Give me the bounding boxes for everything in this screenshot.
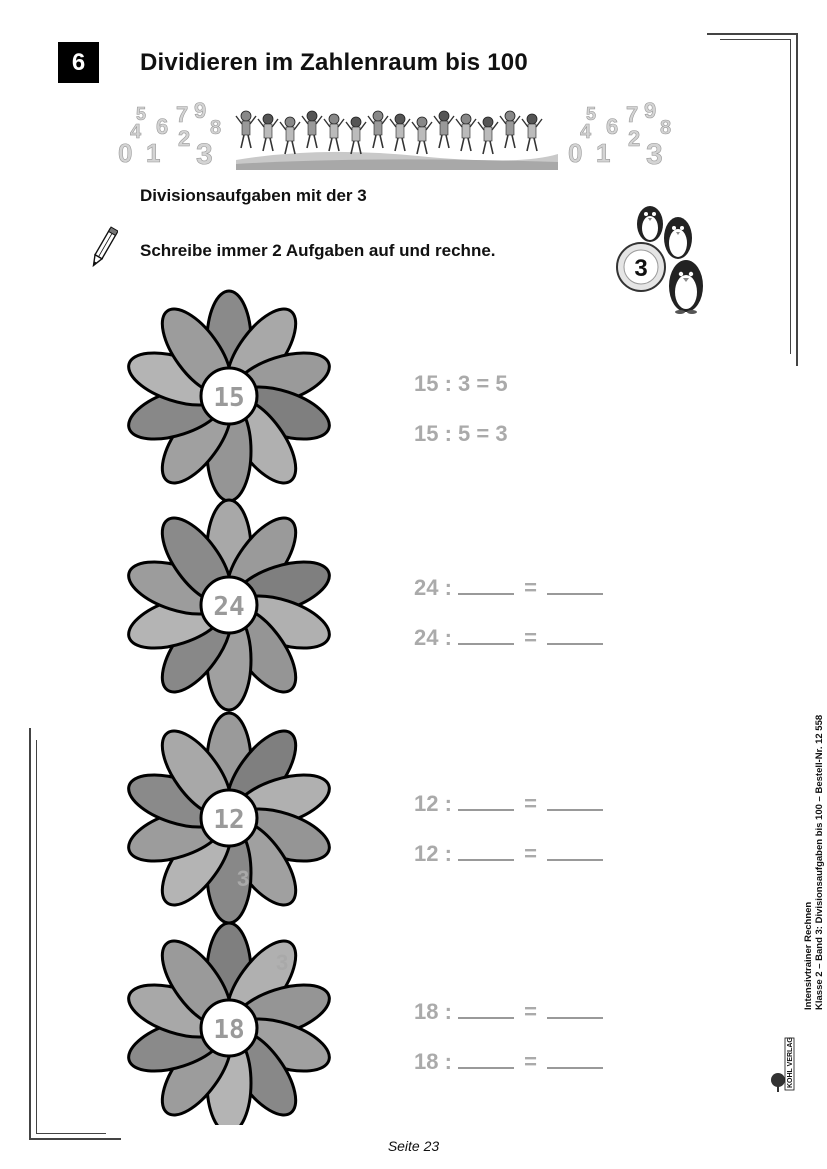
equation-row: [414, 371, 508, 397]
children-figures: [236, 111, 542, 154]
equals-sign: =: [524, 625, 538, 650]
flower: [122, 713, 335, 923]
svg-text:8: 8: [210, 117, 222, 139]
task-number: 6: [71, 48, 86, 76]
equation-dividend: 24 :: [414, 575, 452, 600]
instruction-text: Schreibe immer 2 Aufgaben auf und rechne.: [140, 241, 496, 260]
equation-row: [414, 1049, 603, 1075]
frame-bottom-left-v1: [29, 728, 31, 1140]
banner: [118, 98, 678, 170]
equation-dividend: 12 :: [414, 791, 452, 816]
svg-text:0: 0: [568, 138, 583, 168]
publisher-name: KOHL VERLAG: [787, 1037, 794, 1088]
penguins-illustration: [612, 202, 712, 318]
frame-bottom-left-h2: [36, 1133, 106, 1134]
children-illustration: [236, 152, 558, 170]
svg-text:7: 7: [176, 102, 189, 127]
side-line-details: Klasse 2 – Band 3: Divisionsaufgaben bis 100 – Bestell-Nr. 12 558: [814, 714, 825, 1010]
child-figure: [478, 117, 498, 154]
child-figure: [522, 114, 542, 151]
child-figure: [236, 111, 256, 148]
ghost-digit: 3: [276, 950, 289, 975]
equation-dividend: 24 :: [414, 625, 452, 650]
answer-blank[interactable]: [458, 575, 514, 595]
flower: [122, 291, 335, 501]
equation-dividend: 12 :: [414, 841, 452, 866]
equation-text: 15 : 3 = 5: [414, 371, 508, 396]
frame-top-right-v2: [790, 39, 791, 354]
banner-digits-right: [568, 98, 671, 170]
answer-blank[interactable]: [547, 999, 603, 1019]
child-figure: [500, 111, 520, 148]
svg-text:0: 0: [118, 138, 133, 168]
ghost-digit: 3: [237, 866, 250, 891]
equation-row: [414, 791, 603, 817]
answer-blank[interactable]: [458, 1049, 514, 1069]
tree-icon: [771, 1073, 785, 1092]
answer-blank[interactable]: [458, 791, 514, 811]
answer-blank[interactable]: [458, 999, 514, 1019]
svg-text:5: 5: [136, 104, 147, 124]
svg-text:9: 9: [194, 98, 207, 123]
svg-text:4: 4: [130, 121, 142, 143]
child-figure: [368, 111, 388, 148]
svg-text:4: 4: [580, 121, 592, 143]
svg-text:3: 3: [196, 138, 213, 170]
answer-blank[interactable]: [458, 841, 514, 861]
equation-row: [414, 999, 603, 1025]
publisher-logo: [768, 1030, 798, 1096]
flower-number: 18: [213, 1015, 245, 1045]
flower-number: 24: [213, 592, 245, 622]
equation-row: [414, 841, 603, 867]
frame-bottom-left-v2: [36, 740, 37, 1134]
answer-blank[interactable]: [547, 791, 603, 811]
svg-text:1: 1: [146, 138, 161, 168]
penguin-icon: [669, 260, 703, 314]
equation-row: [414, 625, 603, 651]
equation-text: 15 : 5 = 3: [414, 421, 508, 446]
side-line-series: Intensivtrainer Rechnen: [803, 901, 814, 1010]
pencil-icon: [88, 226, 118, 272]
child-figure: [456, 114, 476, 151]
child-figure: [434, 111, 454, 148]
answer-blank[interactable]: [547, 625, 603, 645]
child-figure: [258, 114, 278, 151]
answer-blank[interactable]: [547, 575, 603, 595]
child-figure: [346, 117, 366, 154]
answer-blank[interactable]: [458, 625, 514, 645]
frame-top-right-h1: [707, 33, 797, 35]
flower-number: 12: [213, 805, 245, 835]
banner-graphic: [118, 98, 678, 170]
child-figure: [280, 117, 300, 154]
frame-top-right-h2: [720, 39, 790, 40]
equation-dividend: 18 :: [414, 1049, 452, 1074]
child-figure: [412, 117, 432, 154]
child-figure: [302, 111, 322, 148]
equals-sign: =: [524, 791, 538, 816]
number-ball: [617, 243, 665, 291]
svg-text:2: 2: [628, 126, 641, 151]
equals-sign: =: [524, 841, 538, 866]
equation-row: [414, 421, 508, 447]
banner-digits-left: [118, 98, 221, 170]
svg-text:6: 6: [156, 114, 169, 139]
answer-blank[interactable]: [547, 1049, 603, 1069]
side-info: [803, 715, 825, 1010]
answer-blank[interactable]: [547, 841, 603, 861]
equals-sign: =: [524, 1049, 538, 1074]
flowers-area: [110, 285, 350, 1125]
svg-text:5: 5: [586, 104, 597, 124]
page-number: Seite 23: [387, 1138, 440, 1154]
svg-text:2: 2: [178, 126, 191, 151]
child-figure: [390, 114, 410, 151]
equation-dividend: 18 :: [414, 999, 452, 1024]
page-title: Dividieren im Zahlenraum bis 100: [140, 49, 528, 76]
flower: [122, 500, 335, 710]
equals-sign: =: [524, 999, 538, 1024]
svg-text:9: 9: [644, 98, 657, 123]
svg-text:8: 8: [660, 117, 672, 139]
svg-text:1: 1: [596, 138, 611, 168]
flower-number: 15: [213, 383, 245, 413]
flower: [122, 923, 335, 1125]
section-subtitle: Divisionsaufgaben mit der 3: [140, 186, 367, 205]
equals-sign: =: [524, 575, 538, 600]
task-number-badge: [58, 42, 99, 83]
frame-top-right-v1: [796, 33, 798, 366]
penguin-icon: [664, 217, 692, 259]
svg-text:3: 3: [646, 138, 663, 170]
svg-text:7: 7: [626, 102, 639, 127]
penguin-icon: [637, 206, 663, 242]
svg-text:6: 6: [606, 114, 619, 139]
equation-row: [414, 575, 603, 601]
child-figure: [324, 114, 344, 151]
divisor-number: 3: [634, 255, 648, 282]
